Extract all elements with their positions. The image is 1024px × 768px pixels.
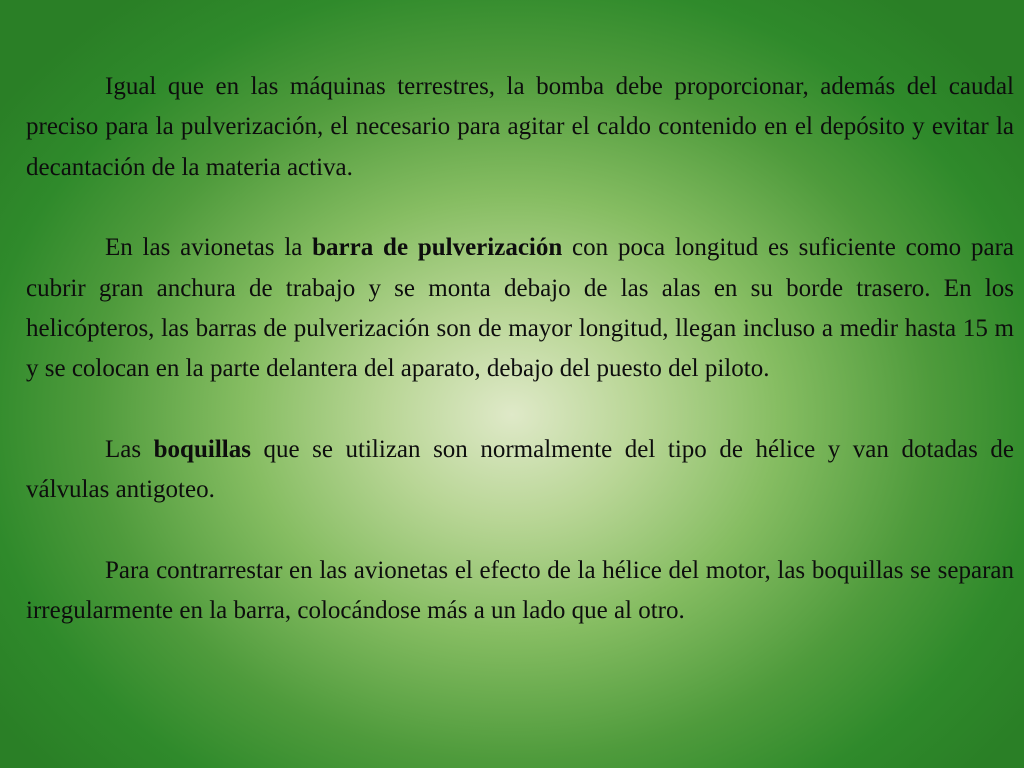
paragraph-nozzles-text-start: Las xyxy=(105,435,154,463)
paragraph-spray-bar-text-end: con poca longitud es suficiente como para cubrir gran anchura de trabajo y se monta debajo de las alas en su borde trasero. En los helicópteros, las barras de pulverización son de mayor longitud, llegan incluso a medir hasta 15 m y se colocan en la parte delantera del aparato, debajo del puesto del piloto. xyxy=(26,234,1014,383)
slide-body xyxy=(26,67,1014,631)
nozzles-term: boquillas xyxy=(153,435,251,463)
paragraph-nozzles xyxy=(26,430,1014,511)
spray-bar-term: barra de pulverización xyxy=(312,234,563,262)
paragraph-pump xyxy=(26,67,1014,188)
paragraph-nozzles-text-end: que se utilizan son normalmente del tipo de hélice y van dotadas de válvulas antigoteo. xyxy=(26,435,1014,504)
paragraph-spray-bar xyxy=(26,228,1014,390)
paragraph-spray-bar-text-start: En las avionetas la xyxy=(105,234,313,262)
paragraph-pump-text: Igual que en las máquinas terrestres, la bomba debe proporcionar, además del caudal preciso para la pulverización, el necesario para agitar el caldo contenido en el depósito y evitar la decantación de la materia activa. xyxy=(26,73,1014,181)
paragraph-propeller-effect xyxy=(26,551,1014,632)
paragraph-propeller-effect-text: Para contrarrestar en las avionetas el efecto de la hélice del motor, las boquillas se separan irregularmente en la barra, colocándose más a un lado que al otro. xyxy=(26,556,1014,625)
